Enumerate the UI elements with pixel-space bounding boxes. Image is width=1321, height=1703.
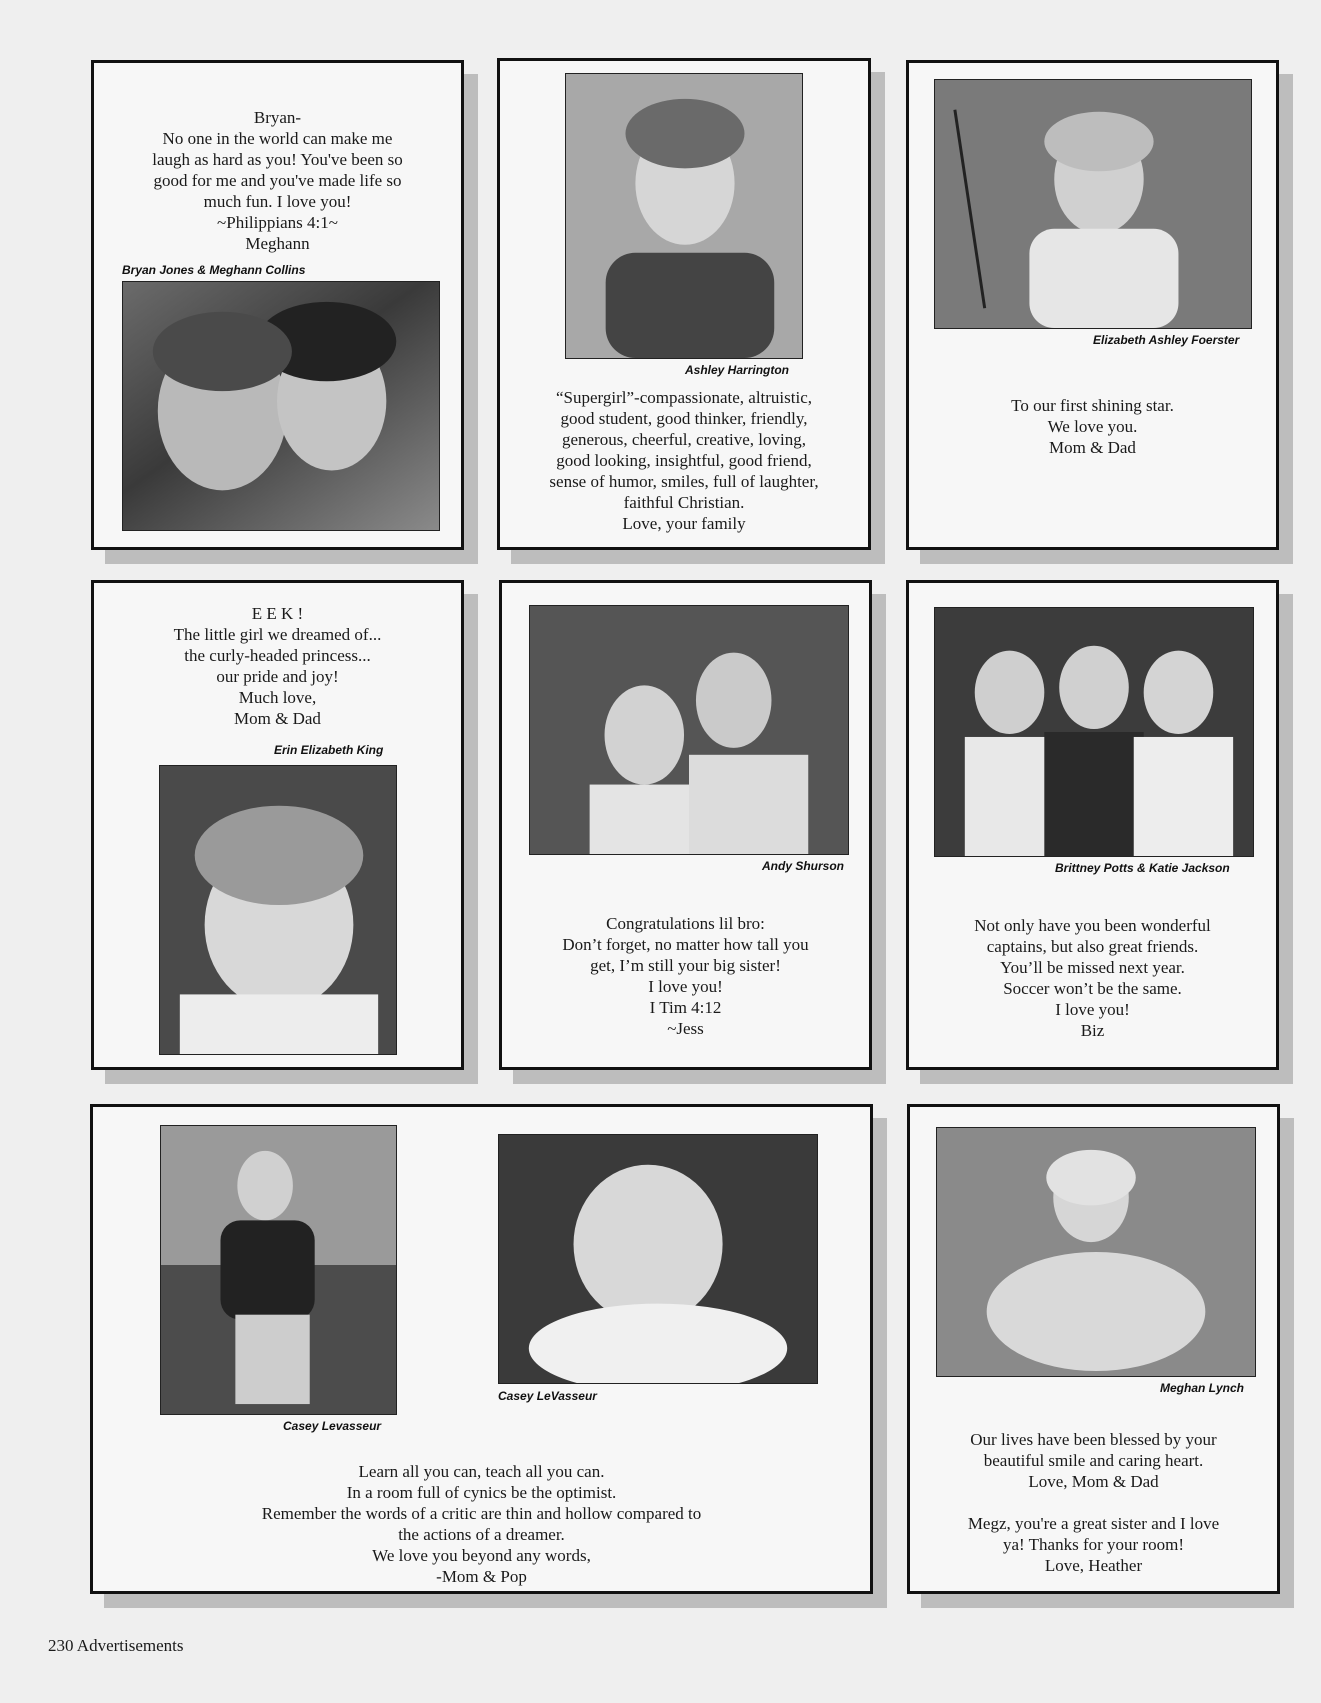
message-line: Mom & Dad	[1049, 438, 1136, 457]
message-line: Our lives have been blessed by your	[970, 1430, 1217, 1449]
ad-message	[502, 913, 869, 1039]
photo-caption: Erin Elizabeth King	[274, 743, 384, 757]
ad-erin-king	[91, 580, 464, 1070]
message-line: -Mom & Pop	[436, 1567, 527, 1586]
message-line: Love, Heather	[1044, 1556, 1143, 1575]
message-line: Mom & Dad	[234, 709, 321, 728]
message-line: ~Philippians 4:1~	[217, 213, 338, 232]
message-line: I Tim 4:12	[649, 998, 722, 1017]
message-line: Much love,	[238, 688, 317, 707]
photo-couple	[122, 281, 440, 531]
message-line: good looking, insightful, good friend,	[556, 451, 812, 470]
message-line: Biz	[1080, 1021, 1105, 1040]
message-line: Bryan-	[253, 108, 302, 127]
ad-message	[500, 387, 868, 534]
photo-toddler	[159, 765, 397, 1055]
photo-siblings	[529, 605, 849, 855]
message-line: captains, but also great friends.	[986, 937, 1199, 956]
message-line: Love, your family	[622, 514, 746, 533]
message-line: No one in the world can make me	[162, 129, 393, 148]
message-line: Love, Mom & Dad	[1028, 1472, 1159, 1491]
ad-message	[909, 915, 1276, 1041]
message-line: I love you!	[648, 977, 723, 996]
message-line: E E K !	[251, 604, 304, 623]
message-line: ~Jess	[667, 1019, 704, 1038]
ad-elizabeth-foerster	[906, 60, 1279, 550]
photo-caption: Ashley Harrington	[685, 363, 790, 377]
photo-soccer-captains	[934, 607, 1254, 857]
message-line: You’ll be missed next year.	[1000, 958, 1185, 977]
message-line: our pride and joy!	[216, 667, 339, 686]
message-line: We love you.	[1047, 417, 1138, 436]
ad-message	[909, 395, 1276, 458]
message-line: “Supergirl”-compassionate, altruistic,	[555, 388, 813, 407]
message-line: We love you beyond any words,	[372, 1546, 591, 1565]
photo-baby	[498, 1134, 818, 1384]
photo-caption: Casey LeVasseur	[498, 1389, 597, 1403]
photo-beach-girl	[160, 1125, 397, 1415]
message-line: beautiful smile and caring heart.	[983, 1451, 1204, 1470]
ad-andy-shurson	[499, 580, 872, 1070]
photo-princess	[936, 1127, 1256, 1377]
message-line: good student, good thinker, friendly,	[560, 409, 808, 428]
ad-message	[94, 107, 461, 254]
message-line: Congratulations lil bro:	[606, 914, 765, 933]
message-line: Meghann	[245, 234, 310, 253]
message-line: Megz, you're a great sister and I love	[967, 1514, 1220, 1533]
message-line: faithful Christian.	[623, 493, 745, 512]
ad-ashley-harrington	[497, 58, 871, 550]
photo-caption: Elizabeth Ashley Foerster	[1093, 333, 1240, 347]
photo-caption: Bryan Jones & Meghann Collins	[122, 263, 306, 277]
ad-casey-levasseur	[90, 1104, 873, 1594]
message-line: In a room full of cynics be the optimist.	[346, 1483, 617, 1502]
photo-caption: Meghan Lynch	[1160, 1381, 1245, 1395]
ad-message	[910, 1429, 1277, 1576]
message-line: Remember the words of a critic are thin and hollow compared to	[261, 1504, 702, 1523]
message-line: ya! Thanks for your room!	[1003, 1535, 1184, 1554]
message-line: the actions of a dreamer.	[398, 1525, 565, 1544]
photo-supergirl	[565, 73, 803, 359]
message-line: The little girl we dreamed of...	[173, 625, 382, 644]
message-line: Don’t forget, no matter how tall you	[562, 935, 809, 954]
photo-fairy-wand	[934, 79, 1252, 329]
ad-meghan-lynch	[907, 1104, 1280, 1594]
message-line: generous, cheerful, creative, loving,	[561, 430, 807, 449]
message-line: Learn all you can, teach all you can.	[358, 1462, 605, 1481]
message-line: Not only have you been wonderful	[974, 916, 1211, 935]
message-line: get, I’m still your big sister!	[590, 956, 781, 975]
message-line: sense of humor, smiles, full of laughter,	[549, 472, 819, 491]
ad-bryan-meghann	[91, 60, 464, 550]
photo-caption: Casey Levasseur	[283, 1419, 382, 1433]
message-line: the curly-headed princess...	[184, 646, 371, 665]
ad-brittney-katie	[906, 580, 1279, 1070]
photo-caption: Andy Shurson	[762, 859, 845, 873]
message-line: much fun. I love you!	[203, 192, 352, 211]
message-line: good for me and you've made life so	[153, 171, 402, 190]
photo-caption: Brittney Potts & Katie Jackson	[1055, 861, 1230, 875]
message-line: laugh as hard as you! You've been so	[152, 150, 403, 169]
ad-message	[93, 1461, 870, 1587]
message-line: To our first shining star.	[1011, 396, 1174, 415]
page-footer: 230 Advertisements	[48, 1636, 184, 1655]
ad-message	[94, 603, 461, 729]
message-line: Soccer won’t be the same.	[1003, 979, 1182, 998]
message-line: I love you!	[1055, 1000, 1130, 1019]
